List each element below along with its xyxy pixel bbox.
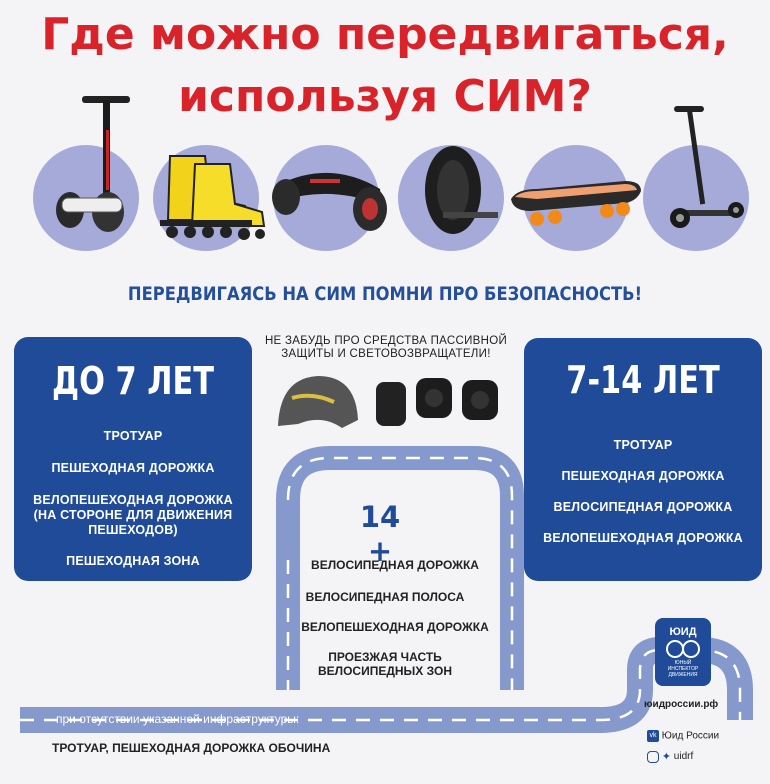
rule-item: ВЕЛОСИПЕДНАЯ ДОРОЖКА xyxy=(553,500,733,514)
rule-item: ВЕЛОСИПЕДНЫХ ЗОН xyxy=(317,664,452,678)
protection-note-line-2: ЗАЩИТЫ И СВЕТОВОЗВРАЩАТЕЛИ! xyxy=(281,348,491,360)
fallback-note: при отсутствии указанной инфраструктуры: xyxy=(56,712,300,726)
instagram-icon xyxy=(647,751,659,763)
bicycle-logo-icon xyxy=(655,638,711,660)
rule-item: ПЕШЕХОДОВ) xyxy=(88,523,178,537)
age-heading-under-7: ДО 7 ЛЕТ xyxy=(51,359,214,403)
age-heading-7-14: 7-14 ЛЕТ xyxy=(566,358,720,402)
safety-subtitle: ПЕРЕДВИГАЯСЬ НА СИМ ПОМНИ ПРО БЕЗОПАСНОСТЬ! xyxy=(127,283,643,305)
page-title-line-1: Где можно передвигаться, xyxy=(41,9,729,60)
rule-item: ПРОЕЗЖАЯ ЧАСТЬ xyxy=(328,650,442,664)
protection-note-line-1: НЕ ЗАБУДЬ ПРО СРЕДСТВА ПАССИВНОЙ xyxy=(264,335,508,347)
rule-item: ВЕЛОПЕШЕХОДНАЯ ДОРОЖКА xyxy=(33,493,233,507)
social-links[interactable]: ✦ uidrf xyxy=(647,750,693,763)
yuid-logo xyxy=(655,618,711,686)
protective-gear-icon xyxy=(272,368,522,440)
vk-link[interactable]: vk Юид России xyxy=(647,730,719,742)
rule-item: ПЕШЕХОДНАЯ ДОРОЖКА xyxy=(51,461,215,475)
page-title-line-2: используя СИМ? xyxy=(178,71,592,122)
rule-item: ВЕЛОПЕШЕХОДНАЯ ДОРОЖКА xyxy=(543,531,743,545)
rule-item: ВЕЛОПЕШЕХОДНАЯ ДОРОЖКА xyxy=(301,620,489,634)
logo-text: ЮИД xyxy=(669,626,697,638)
vk-icon: vk xyxy=(647,730,659,742)
age-panel-7-14 xyxy=(524,338,762,581)
rule-item: ТРОТУАР xyxy=(103,429,163,443)
protection-note xyxy=(250,335,522,361)
rule-item: ВЕЛОСИПЕДНАЯ ПОЛОСА xyxy=(305,590,465,604)
website-link[interactable]: юидроссии.рф xyxy=(644,699,719,710)
rule-item: (НА СТОРОНЕ ДЛЯ ДВИЖЕНИЯ xyxy=(33,508,233,522)
twitter-icon: ✦ xyxy=(661,751,671,763)
age-heading-14-plus: 14 + xyxy=(359,500,401,568)
rule-item: ВЕЛОСИПЕДНАЯ ДОРОЖКА xyxy=(311,558,479,572)
age-panel-under-7 xyxy=(14,337,252,581)
rule-item: ПЕШЕХОДНАЯ ДОРОЖКА xyxy=(561,469,725,483)
rule-item: ПЕШЕХОДНАЯ ЗОНА xyxy=(66,554,200,568)
rule-item: ТРОТУАР xyxy=(613,438,673,452)
logo-subtext: ЮНЫЙ ИНСПЕКТОР ДВИЖЕНИЯ xyxy=(667,660,699,678)
fallback-options: ТРОТУАР, ПЕШЕХОДНАЯ ДОРОЖКА ОБОЧИНА xyxy=(52,741,331,755)
